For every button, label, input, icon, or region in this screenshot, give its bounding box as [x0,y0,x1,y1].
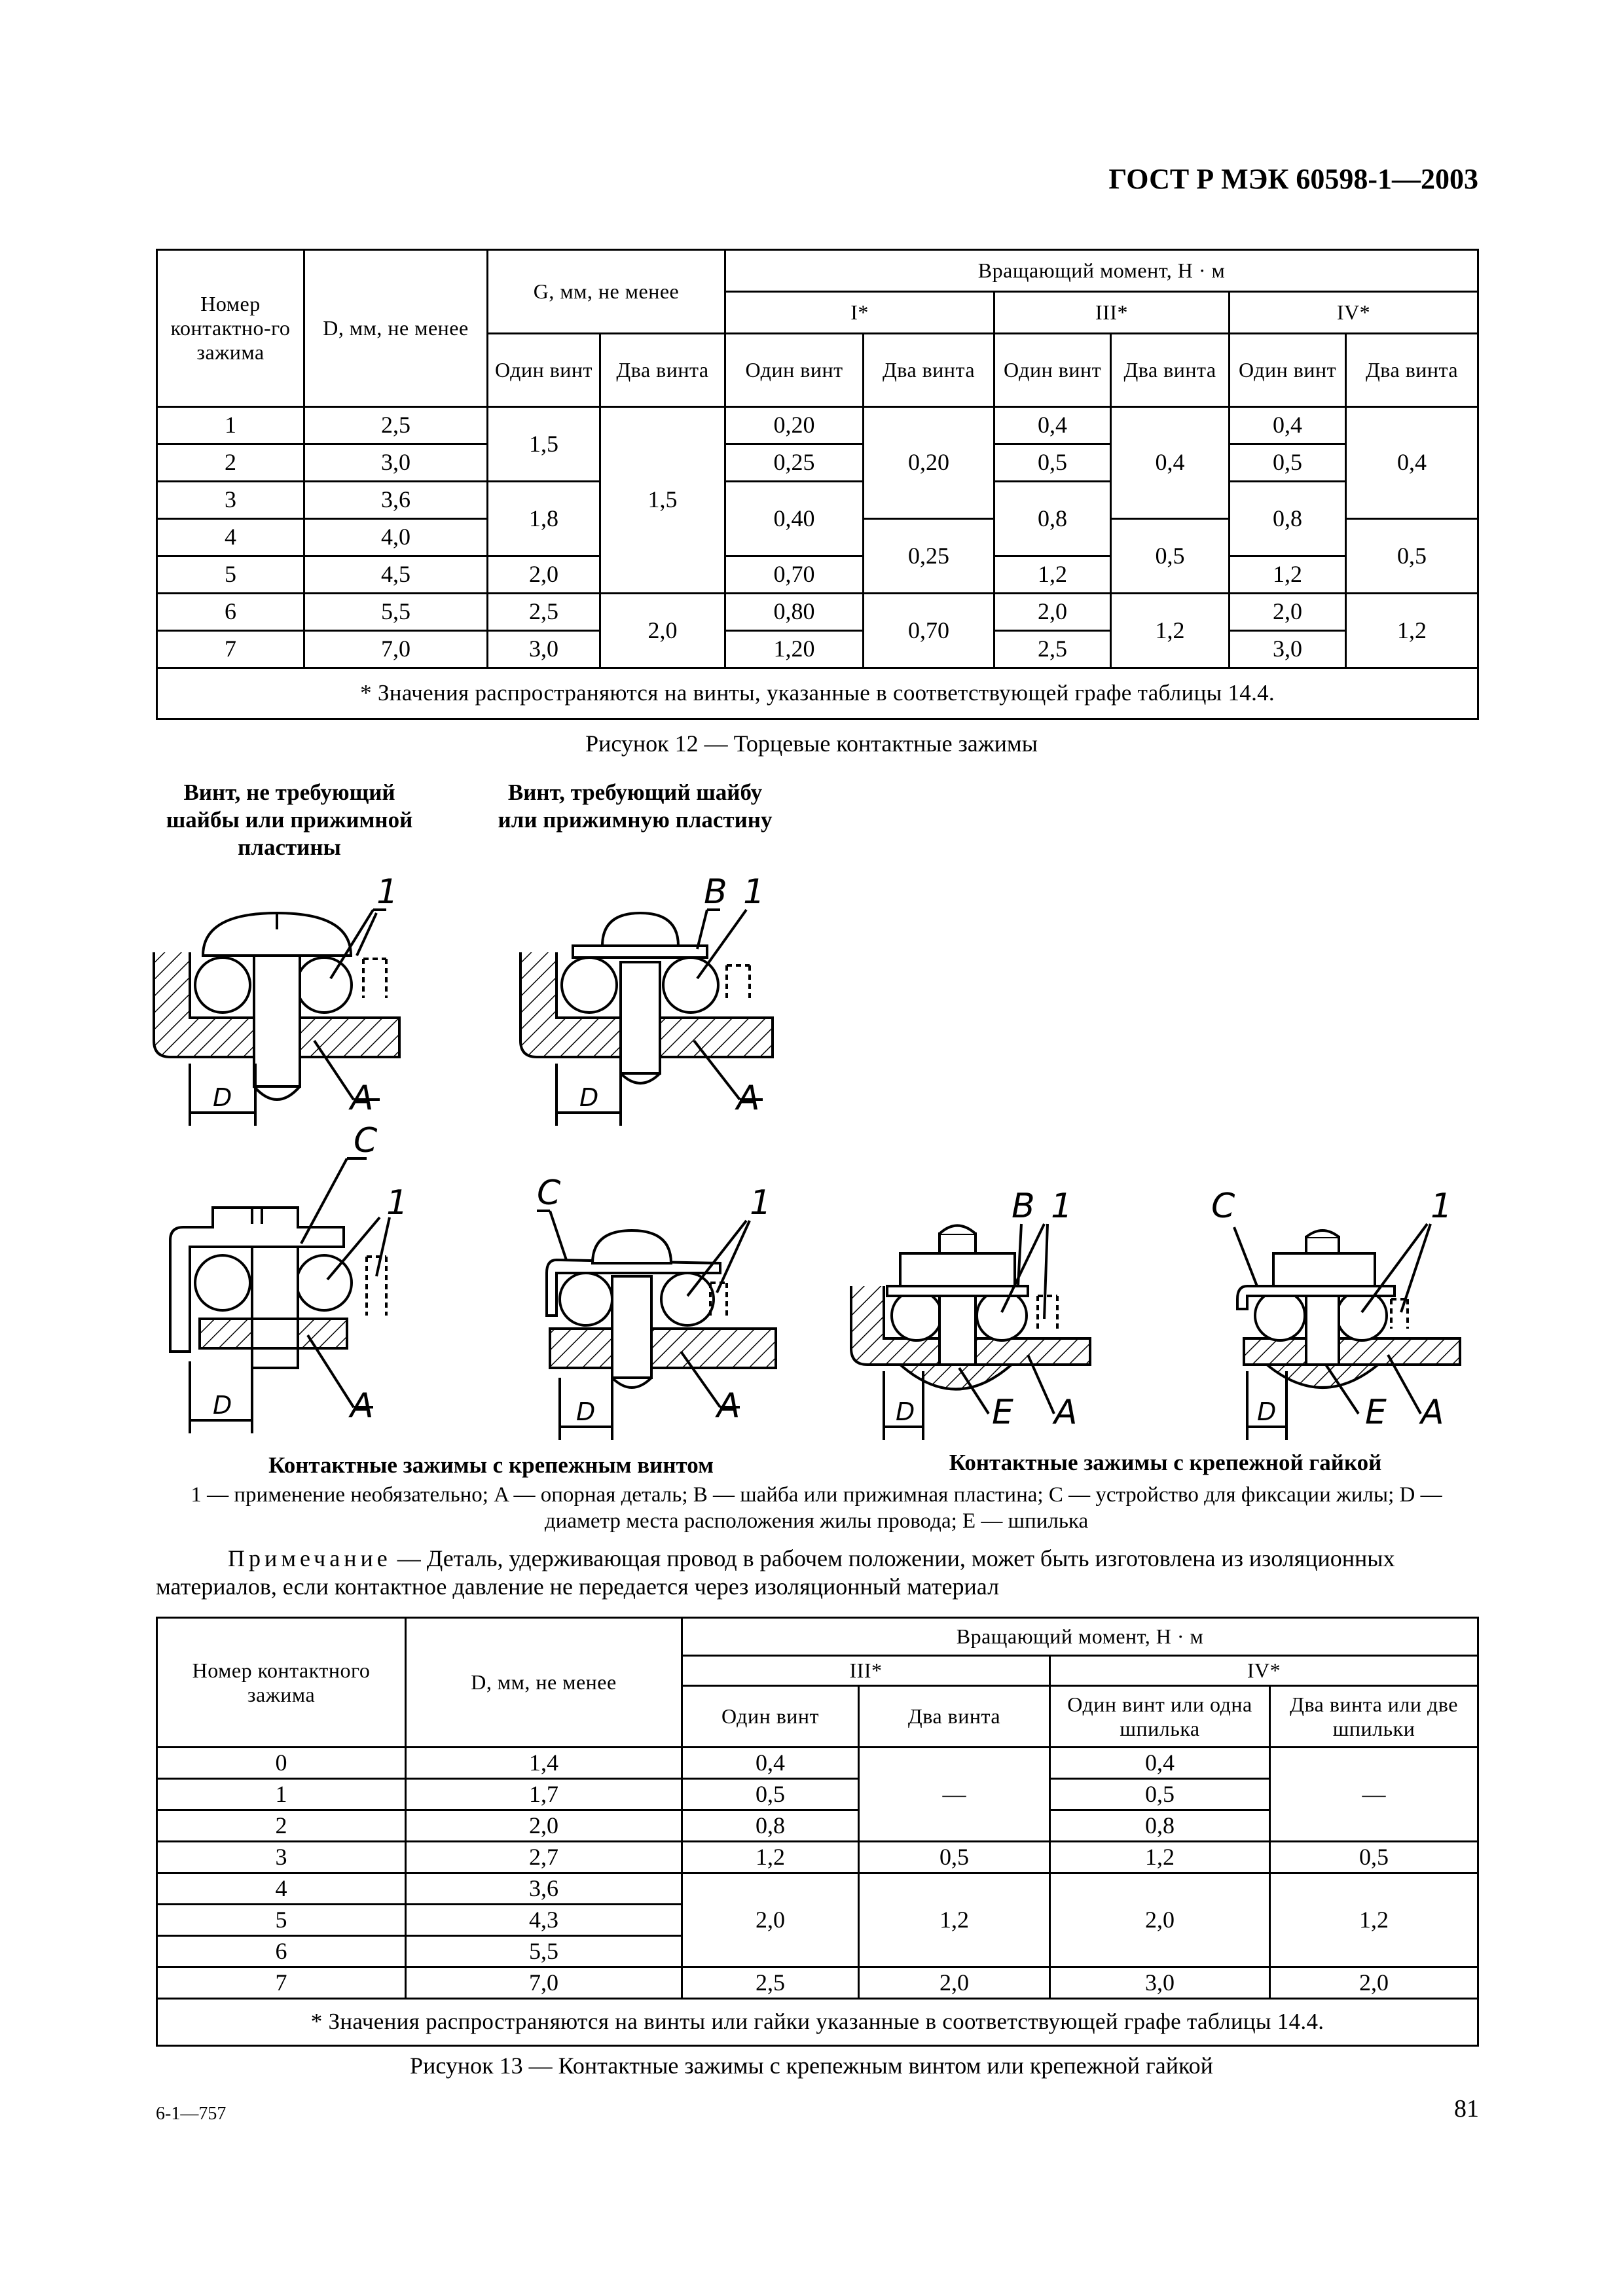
label-b: B [1012,1187,1035,1226]
sub-header-iv-two: Два винта [1346,334,1478,407]
label-d: D [579,1083,599,1112]
cell: 3,6 [304,482,488,519]
cell: 1 [157,1779,406,1810]
cell: 2,0 [682,1873,859,1967]
cell: 0,8 [1230,482,1346,556]
group-header-iii: III* [682,1656,1050,1686]
cell: 1,2 [859,1873,1050,1967]
cell: — [859,1748,1050,1842]
col-header-number: Номер контактного зажима [157,1618,406,1748]
cell: 0,5 [994,444,1111,482]
sub-header-g-two: Два винта [600,334,725,407]
label-1: 1 [386,1183,409,1223]
cell: 0,4 [1346,407,1478,519]
cell: 0,4 [682,1748,859,1779]
cell: 4,5 [304,556,488,594]
label-b: B [704,872,727,912]
table1-footnote: * Значения распространяются на винты, указанные в соответствующей графе таблицы 14.4. [157,668,1478,719]
cell: 1 [157,407,304,444]
label-d: D [213,1391,232,1420]
figure-title-right: Винт, требующий шайбу или прижимную пластину [498,780,773,833]
table2-footnote: * Значения распространяются на винты или гайки указанные в соответствующей графе таблицы 14.4. [157,1999,1478,2046]
label-e: E [992,1393,1013,1432]
note-label: Примечание [228,1545,392,1571]
cell: 0,5 [1111,519,1230,594]
cell: 0,5 [682,1779,859,1810]
cell: 1,2 [1111,594,1230,668]
figure13-caption: Рисунок 13 — Контактные зажимы с крепежным винтом или крепежной гайкой [410,2053,1213,2079]
cell: 2,0 [406,1810,682,1842]
drawing-screw-with-washer [520,910,773,1126]
group-header-iv: IV* [1050,1656,1478,1686]
label-d: D [213,1083,232,1112]
label-a: A [737,1079,760,1118]
sub-header-iii-one: Один винт [682,1686,859,1748]
cell: 4,3 [406,1905,682,1936]
figure-legend: 1 — применение необязательно; A — опорная деталь; B — шайба или прижимная пластина; C — устройство для фиксации жилы; D — диаметр места расположения жилы провода; E — шпилька [191,1483,1442,1533]
cell: 1,4 [406,1748,682,1779]
cell: 0,4 [1111,407,1230,519]
note-paragraph [156,1545,1477,1601]
cell: 5 [157,556,304,594]
cell: 3 [157,482,304,519]
group-title-screw: Контактные зажимы с крепежным винтом [268,1452,714,1478]
cell: 5 [157,1905,406,1936]
cell: 2,0 [600,594,725,668]
note-text: — Деталь, удерживающая провод в рабочем положении, может быть изготовлена из изоляционных материалов, если контактное давление не передается через изоляционный материал [156,1545,1395,1600]
label-d: D [896,1397,915,1426]
table-figure13 [156,1617,1479,2047]
label-1: 1 [376,872,399,912]
cell: 6 [157,594,304,631]
sub-header-iii-one: Один винт [994,334,1111,407]
sub-header-i-two: Два винта [864,334,994,407]
col-header-g: G, мм, не менее [488,250,725,334]
col-header-d: D, мм, не менее [304,250,488,407]
cell: 5,5 [406,1936,682,1967]
cell: 6 [157,1936,406,1967]
col-header-number: Номер контактно-го зажима [157,250,304,407]
cell: 2,0 [1230,594,1346,631]
cell: 7 [157,1967,406,1999]
cell: 0,70 [725,556,864,594]
figure-title-left: Винт, не требующий шайбы или прижимной пластины [166,780,413,860]
label-a: A [1054,1393,1078,1432]
cell: 0,5 [1346,519,1478,594]
cell: 2,5 [994,631,1111,668]
label-1: 1 [1051,1187,1073,1226]
cell: 1,8 [488,482,600,556]
cell: 0,5 [859,1842,1050,1873]
group-header-iv: IV* [1230,292,1478,334]
cell: 3,0 [488,631,600,668]
sub-header-iv-two: Два винта или две шпильки [1270,1686,1478,1748]
cell: 2,0 [994,594,1111,631]
cell: 0,5 [1050,1779,1270,1810]
cell: 2 [157,1810,406,1842]
label-c: C [1211,1187,1235,1226]
cell: 0,25 [864,519,994,594]
cell: 7,0 [406,1967,682,1999]
cell: 2,0 [488,556,600,594]
cell: 3,0 [1050,1967,1270,1999]
cell: 0,4 [1050,1748,1270,1779]
footer-code: 6-1—757 [156,2104,227,2124]
cell: 4,0 [304,519,488,556]
cell: 2,5 [682,1967,859,1999]
cell: 0,20 [864,407,994,519]
cell: 5,5 [304,594,488,631]
group-header-iii: III* [994,292,1230,334]
cell: 1,5 [488,407,600,482]
label-c: C [537,1174,561,1213]
label-e: E [1365,1393,1387,1432]
cell: 0 [157,1748,406,1779]
cell: 4 [157,519,304,556]
cell: 2,7 [406,1842,682,1873]
label-a: A [1421,1393,1444,1432]
cell: 2,5 [488,594,600,631]
figure12-caption: Рисунок 12 — Торцевые контактные зажимы [585,730,1038,757]
sub-header-iv-one: Один винт [1230,334,1346,407]
cell: 2,0 [1050,1873,1270,1967]
cell: 2 [157,444,304,482]
cell: 3,0 [304,444,488,482]
cell: 7 [157,631,304,668]
cell: 1,20 [725,631,864,668]
sub-header-iv-one: Один винт или одна шпилька [1050,1686,1270,1748]
cell: 0,40 [725,482,864,556]
cell: — [1270,1748,1478,1842]
cell: 1,2 [1270,1873,1478,1967]
cell: 1,2 [1346,594,1478,668]
label-1: 1 [1431,1187,1453,1226]
col-header-torque: Вращающий момент, Н · м [682,1618,1478,1656]
label-d: D [1257,1397,1277,1426]
cell: 2,0 [1270,1967,1478,1999]
cell: 0,8 [1050,1810,1270,1842]
cell: 1,2 [1230,556,1346,594]
cell: 2,5 [304,407,488,444]
cell: 1,7 [406,1779,682,1810]
group-title-nut: Контактные зажимы с крепежной гайкой [949,1450,1382,1475]
col-header-torque: Вращающий момент, Н · м [725,250,1478,292]
cell: 2,0 [859,1967,1050,1999]
col-header-d: D, мм, не менее [406,1618,682,1748]
cell: 0,8 [682,1810,859,1842]
sub-header-iii-two: Два винта [1111,334,1230,407]
label-a: A [350,1079,374,1118]
cell: 3,0 [1230,631,1346,668]
label-c: C [354,1121,378,1160]
cell: 0,25 [725,444,864,482]
sub-header-i-one: Один винт [725,334,864,407]
cell: 0,4 [994,407,1111,444]
cell: 0,8 [994,482,1111,556]
cell: 1,2 [994,556,1111,594]
standard-header: ГОСТ Р МЭК 60598-1—2003 [1108,163,1478,195]
cell: 1,2 [1050,1842,1270,1873]
sub-header-g-one: Один винт [488,334,600,407]
cell: 0,4 [1230,407,1346,444]
cell: 0,20 [725,407,864,444]
cell: 3,6 [406,1873,682,1905]
label-a: A [350,1386,374,1426]
cell: 0,5 [1270,1842,1478,1873]
cell: 3 [157,1842,406,1873]
label-d: D [576,1397,596,1426]
label-a: A [717,1386,740,1426]
cell: 0,70 [864,594,994,668]
page-number: 81 [1454,2095,1479,2123]
cell: 1,5 [600,407,725,594]
cell: 7,0 [304,631,488,668]
label-1: 1 [750,1183,772,1223]
sub-header-iii-two: Два винта [859,1686,1050,1748]
cell: 0,5 [1230,444,1346,482]
label-1: 1 [743,872,765,912]
group-header-i: I* [725,292,994,334]
cell: 4 [157,1873,406,1905]
cell: 0,80 [725,594,864,631]
cell: 1,2 [682,1842,859,1873]
